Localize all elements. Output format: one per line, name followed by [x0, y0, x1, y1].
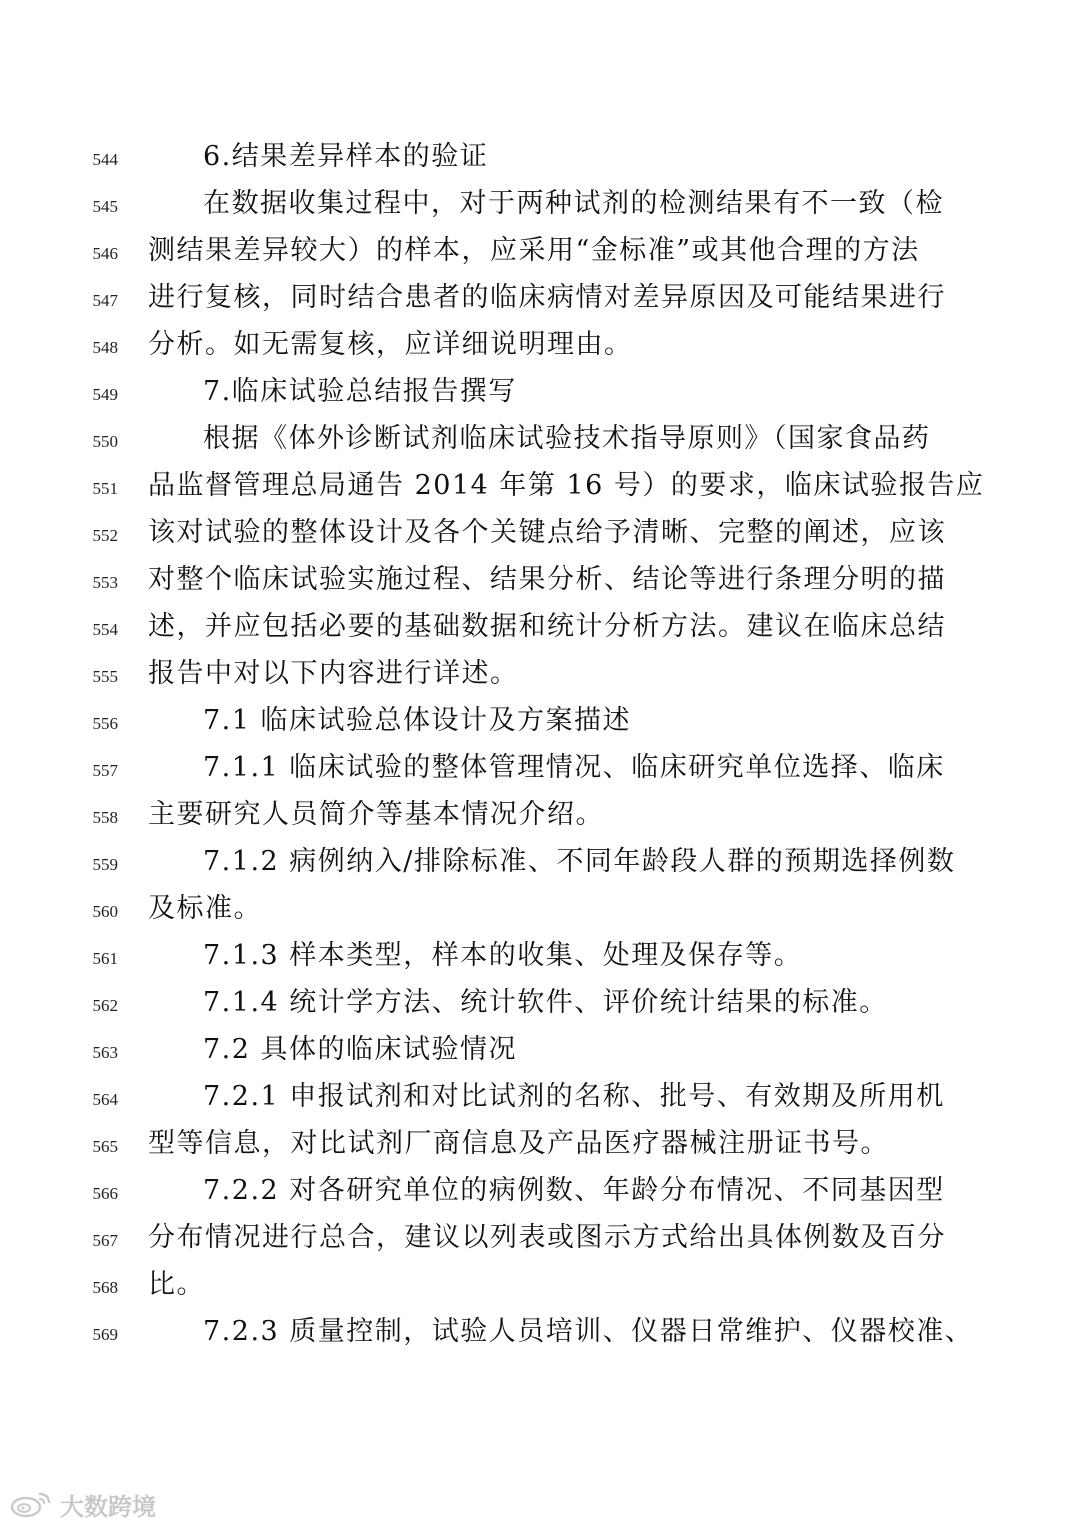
document-line — [0, 228, 1080, 275]
document-line — [0, 369, 1080, 416]
line-text: 对整个临床试验实施过程、结果分析、结论等进行条理分明的描 — [148, 564, 946, 595]
line-number: 565 — [92, 1137, 118, 1156]
line-text: 7.2 具体的临床试验情况 — [203, 1034, 518, 1065]
line-number: 546 — [92, 244, 118, 263]
line-text: 型等信息，对比试剂厂商信息及产品医疗器械注册证书号。 — [148, 1128, 889, 1159]
line-text: 报告中对以下内容进行详述。 — [148, 658, 519, 689]
document-line — [0, 134, 1080, 181]
line-text: 分析。如无需复核，应详细说明理由。 — [148, 329, 633, 360]
line-text: 7.1.2 病例纳入/排除标准、不同年龄段人群的预期选择例数 — [203, 846, 956, 877]
line-text: 7.2.1 申报试剂和对比试剂的名称、批号、有效期及所用机 — [203, 1081, 945, 1112]
line-number: 560 — [92, 902, 118, 921]
line-text: 比。 — [148, 1269, 205, 1300]
line-number: 549 — [92, 385, 118, 404]
document-line — [0, 275, 1080, 322]
line-text: 7.1.4 统计学方法、统计软件、评价统计结果的标准。 — [203, 987, 888, 1018]
line-number: 555 — [92, 667, 118, 686]
line-number: 562 — [92, 996, 118, 1015]
document-line — [0, 933, 1080, 980]
watermark-text: 大数跨境 — [60, 1492, 156, 1521]
line-number: 553 — [92, 573, 118, 592]
line-text: 进行复核，同时结合患者的临床病情对差异原因及可能结果进行 — [148, 282, 946, 313]
line-text: 分布情况进行总合，建议以列表或图示方式给出具体例数及百分 — [148, 1222, 946, 1253]
line-number: 552 — [92, 526, 118, 545]
line-text: 主要研究人员简介等基本情况介绍。 — [148, 799, 604, 830]
document-line — [0, 463, 1080, 510]
document-line — [0, 1074, 1080, 1121]
weibo-logo-icon — [10, 1490, 54, 1518]
line-number: 548 — [92, 338, 118, 357]
document-line — [0, 745, 1080, 792]
document-body — [0, 134, 1080, 1356]
document-line — [0, 181, 1080, 228]
line-text: 7.1 临床试验总体设计及方案描述 — [203, 705, 632, 736]
line-text: 7.临床试验总结报告撰写 — [203, 376, 517, 407]
line-text: 7.1.1 临床试验的整体管理情况、临床研究单位选择、临床 — [203, 752, 945, 783]
line-number: 567 — [92, 1231, 118, 1250]
line-text: 在数据收集过程中，对于两种试剂的检测结果有不一致（检 — [203, 188, 944, 219]
line-number: 557 — [92, 761, 118, 780]
document-line — [0, 651, 1080, 698]
line-number: 554 — [92, 620, 118, 639]
line-number: 559 — [92, 855, 118, 874]
line-number: 564 — [92, 1090, 118, 1109]
line-number: 544 — [92, 150, 118, 169]
document-line — [0, 416, 1080, 463]
line-text: 品监督管理总局通告 2014 年第 16 号）的要求，临床试验报告应 — [148, 470, 985, 501]
document-line — [0, 557, 1080, 604]
line-number: 556 — [92, 714, 118, 733]
line-text: 根据《体外诊断试剂临床试验技术指导原则》（国家食品药 — [203, 423, 931, 454]
document-line — [0, 322, 1080, 369]
watermark — [10, 1488, 156, 1520]
document-line — [0, 1309, 1080, 1356]
line-number: 563 — [92, 1043, 118, 1062]
document-line — [0, 839, 1080, 886]
line-text: 及标准。 — [148, 893, 262, 924]
line-number: 566 — [92, 1184, 118, 1203]
line-number: 569 — [92, 1325, 118, 1344]
line-number: 545 — [92, 197, 118, 216]
line-number: 551 — [92, 479, 118, 498]
document-line — [0, 980, 1080, 1027]
document-line — [0, 1121, 1080, 1168]
document-line — [0, 1262, 1080, 1309]
document-line — [0, 1215, 1080, 1262]
document-line — [0, 886, 1080, 933]
line-text: 述，并应包括必要的基础数据和统计分析方法。建议在临床总结 — [148, 611, 946, 642]
line-text: 测结果差异较大）的样本，应采用“金标准”或其他合理的方法 — [148, 235, 920, 266]
document-line — [0, 604, 1080, 651]
line-text: 7.2.3 质量控制，试验人员培训、仪器日常维护、仪器校准、 — [203, 1316, 974, 1347]
line-text: 7.1.3 样本类型，样本的收集、处理及保存等。 — [203, 940, 803, 971]
line-text: 7.2.2 对各研究单位的病例数、年龄分布情况、不同基因型 — [203, 1175, 945, 1206]
line-number: 561 — [92, 949, 118, 968]
line-number: 550 — [92, 432, 118, 451]
line-text: 6.结果差异样本的验证 — [203, 141, 489, 172]
line-number: 558 — [92, 808, 118, 827]
document-line — [0, 698, 1080, 745]
document-line — [0, 1027, 1080, 1074]
line-number: 568 — [92, 1278, 118, 1297]
line-text: 该对试验的整体设计及各个关键点给予清晰、完整的阐述，应该 — [148, 517, 946, 548]
document-line — [0, 792, 1080, 839]
document-line — [0, 1168, 1080, 1215]
document-line — [0, 510, 1080, 557]
line-number: 547 — [92, 291, 118, 310]
